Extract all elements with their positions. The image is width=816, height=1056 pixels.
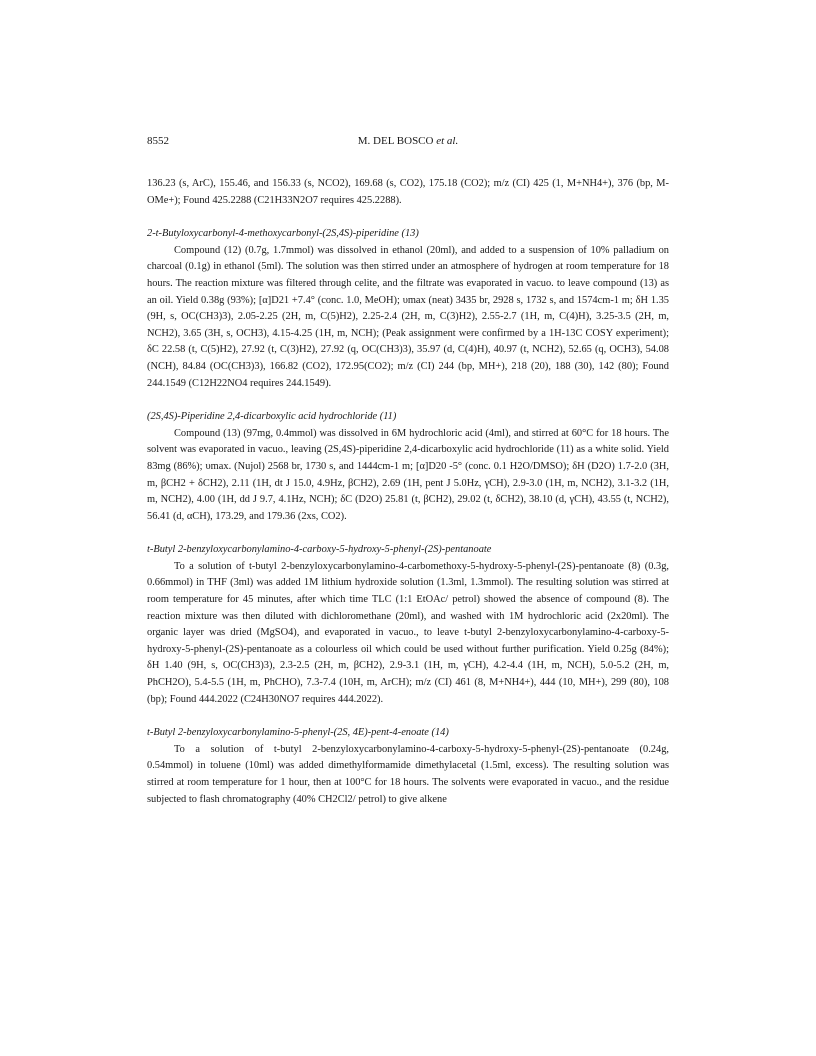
section-body-compound-13: Compound (12) (0.7g, 1.7mmol) was dissolved in ethanol (20ml), and added to a suspension of 10% palladium on charcoal (0.1g) in ethanol (5ml). The solution was then stirred under an atmosphere of hydrogen at room temperature for 18 hours. The reaction mixture was filtered through celite, and the filtrate was evaporated in vacuo. to leave compound (13) as an oil. Yield 0.38g (93%); [α]D21 +7.4° (conc. 1.0, MeOH); υmax (neat) 3435 br, 2928 s, 1732 s, and 1574cm-1 m; δH 1.35 (9H, s, OC(CH3)3), 2.05-2.25 (2H, m, C(5)H2), 2.25-2.4 (2H, m, C(3)H2), 2.55-2.7 (1H, m, C(4)H), 3.25-3.5 (2H, m, NCH2), 3.65 (3H, s, OCH3), 4.15-4.25 (1H, m, NCH); (Peak assignment were confirmed by a 1H-13C COSY experiment); δC 22.58 (t, C(5)H2), 27.92 (t, C(3)H2), 27.92 (q, OC(CH3)3), 35.97 (d, C(4)H), 40.97 (t, NCH2), 52.65 (q, OCH3), 54.08 (NCH), 84.84 (OC(CH3)3), 166.82 (CO2), 172.95(CO2); m/z (CI) 244 (bp, MH+), 218 (20), 188 (30), 142 (80); Found 244.1549 (C12H22NO4 requires 244.1549). [147, 244, 669, 389]
page-number: 8552 [147, 135, 169, 147]
section-title-compound-14: t-Butyl 2-benzyloxycarbonylamino-5-phenyl-(2S, 4E)-pent-4-enoate (14) [147, 727, 449, 739]
section-title-compound-13: 2-t-Butyloxycarbonyl-4-methoxycarbonyl-(2S,4S)-piperidine (13) [147, 228, 419, 240]
running-head [147, 135, 669, 147]
section-body-pentanoate: To a solution of t-butyl 2-benzyloxycarbonylamino-4-carbomethoxy-5-hydroxy-5-phenyl-(2S)-pentanoate (8) (0.3g, 0.66mmol) in THF (3ml) was added 1M lithium hydroxide solution (1.3ml, 1.3mmol). The resulting solution was stirred at room temperature for 45 minutes, after which time TLC (1:1 EtOAc/ petrol) showed the absence of compound (8). The reaction mixture was then diluted with dichloromethane (20ml), and washed with 1M hydrochloric acid (2x20ml). The organic layer was dried (MgSO4), and evaporated in vacuo., to leave t-butyl 2-benzyloxycarbonylamino-4-carboxy-5-hydroxy-5-phenyl-(2S)-pentanoate as a colourless oil which could be used without further purification. Yield 0.25g (84%); δH 1.40 (9H, s, OC(CH3)3), 2.3-2.5 (2H, m, βCH2), 2.9-3.1 (1H, m, γCH), 4.2-4.4 (1H, m, NCH), 5.0-5.2 (2H, m, PhCH2O), 5.4-5.5 (1H, m, PhCHO), 7.3-7.4 (10H, m, ArCH); m/z (CI) 461 (8, M+NH4+), 444 (10, MH+), 299 (80), 108 (bp); Found 444.2022 (C24H30NO7 requires 444.2022). [147, 560, 669, 705]
article-body [147, 176, 669, 808]
continuation-text: 136.23 (s, ArC), 155.46, and 156.33 (s, NCO2), 169.68 (s, CO2), 175.18 (CO2); m/z (CI) 425 (1, M+NH4+), 376 (bp, M-OMe+); Found 425.2288 (C21H33N2O7 requires 425.2288). [147, 178, 669, 206]
running-head-authors: M. DEL BOSCO [357, 135, 434, 147]
running-head-suffix: et al. [436, 135, 459, 147]
section-title-pentanoate: t-Butyl 2-benzyloxycarbonylamino-4-carboxy-5-hydroxy-5-phenyl-(2S)-pentanoate [147, 544, 492, 556]
page-header [147, 135, 669, 151]
continuation-paragraph [147, 176, 669, 209]
section-title-compound-11: (2S,4S)-Piperidine 2,4-dicarboxylic acid hydrochloride (11) [147, 411, 397, 423]
section-body-compound-14: To a solution of t-butyl 2-benzyloxycarbonylamino-4-carboxy-5-hydroxy-5-phenyl-(2S)-pentanoate (0.24g, 0.54mmol) in toluene (10ml) was added dimethylformamide dimethylacetal (1.5ml, excess). The resulting solution was stirred at room temperature for 1 hour, then at 100°C for 18 hours. The solvents were evaporated in vacuo., and the residue subjected to flash chromatography (40% CH2Cl2/ petrol) to give alkene [147, 743, 669, 805]
section-body-compound-11: Compound (13) (97mg, 0.4mmol) was dissolved in 6M hydrochloric acid (4ml), and stirred at 60°C for 18 hours. The solvent was evaporated in vacuo., leaving (2S,4S)-piperidine 2,4-dicarboxylic acid hydrochloride (11) as a white solid. Yield 83mg (86%); υmax. (Nujol) 2568 br, 1730 s, and 1444cm-1 m; [α]D20 -5° (conc. 0.1 H2O/DMSO); δH (D2O) 1.7-2.0 (3H, m, βCH2 + δCH2), 2.11 (1H, dt J 15.0, 4.9Hz, βCH2), 2.69 (1H, pent J 5.0Hz, γCH), 2.9-3.0 (1H, m, NCH2), 3.1-3.2 (1H, m, NCH2), 4.00 (1H, dd J 9.7, 4.1Hz, NCH); δC (D2O) 25.81 (t, βCH2), 29.02 (t, δCH2), 38.10 (d, γCH), 43.55 (t, NCH2), 56.41 (d, αCH), 173.29, and 179.36 (2xs, CO2). [147, 427, 669, 522]
